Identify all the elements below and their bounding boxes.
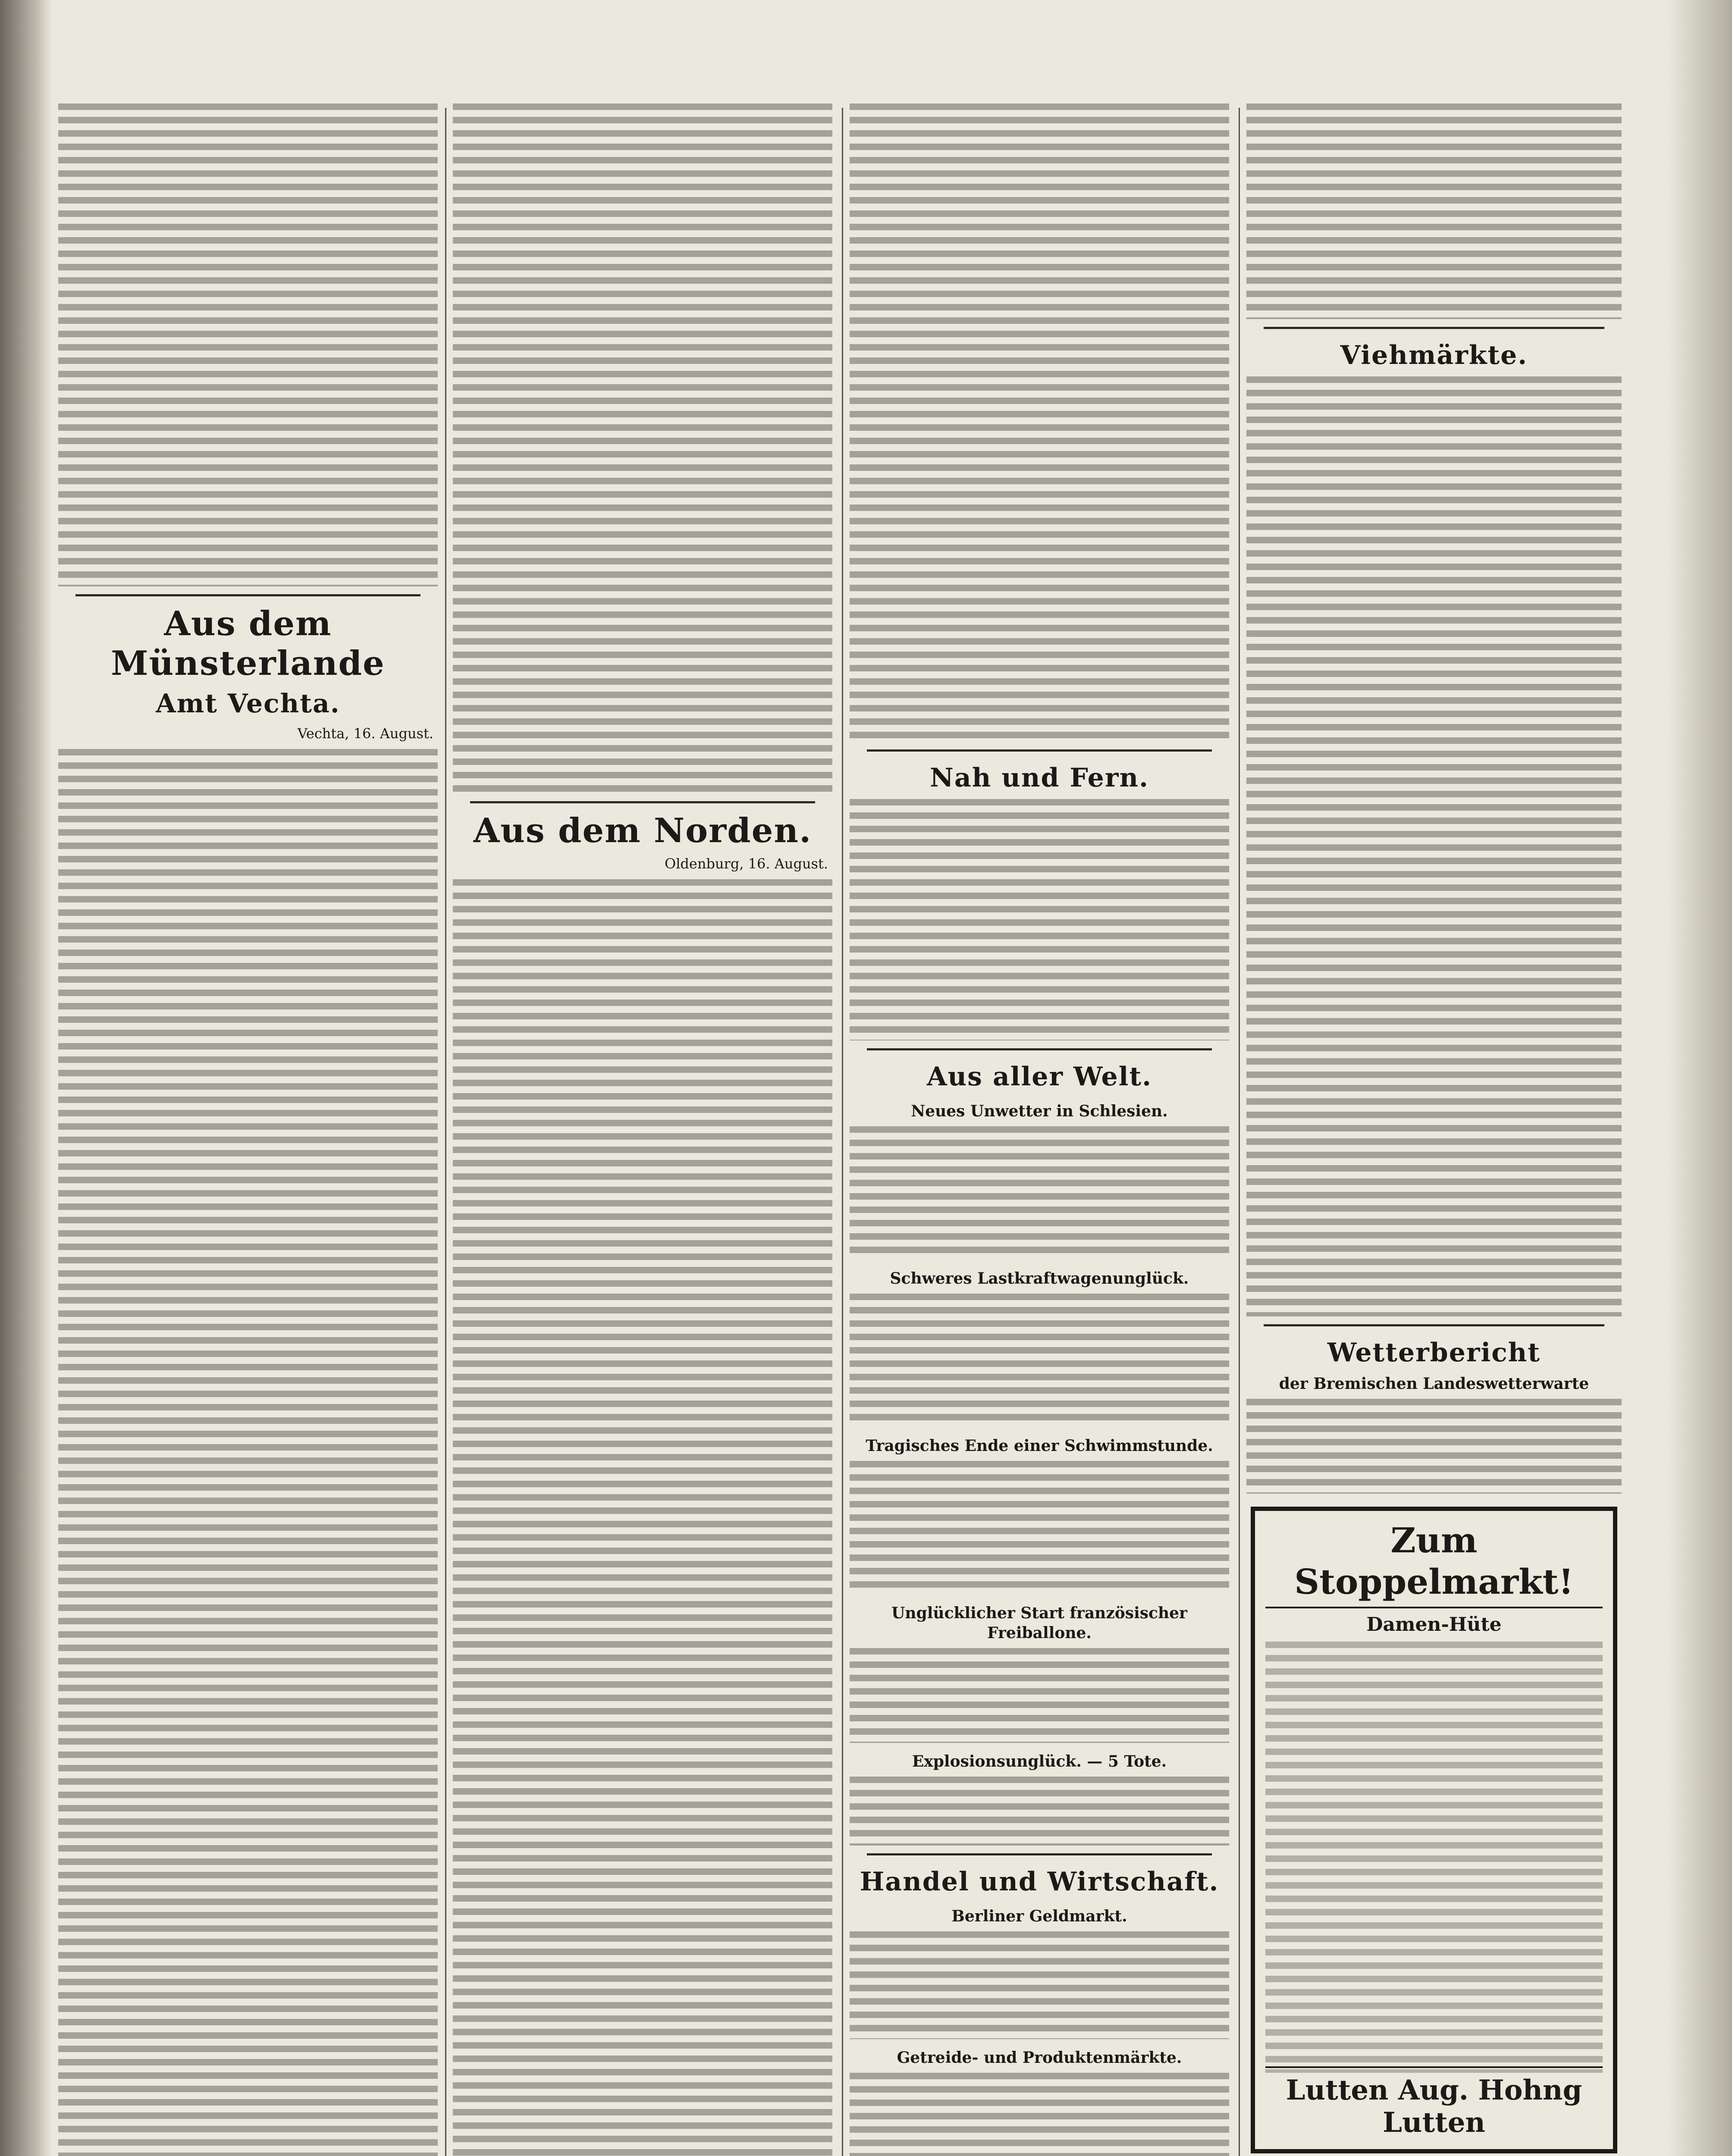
- subhead-lastkraftwagen: Schweres Lastkraftwagenunglück.: [890, 1269, 1189, 1288]
- text-lines: [850, 799, 1229, 1040]
- separator: [867, 1853, 1212, 1855]
- text-lines: [850, 103, 1229, 742]
- section-title-aller-welt: Aus aller Welt.: [926, 1062, 1152, 1092]
- dateline: Vechta, 16. August.: [297, 725, 433, 742]
- text-lines: [850, 2073, 1229, 2156]
- section-title-norden: Aus dem Norden.: [473, 811, 812, 850]
- prize-list: [58, 103, 438, 586]
- column-rule: [842, 108, 843, 2156]
- text-lines: [453, 879, 832, 2156]
- text-lines: [850, 1648, 1229, 1743]
- text-lines: [1246, 376, 1622, 1316]
- text-lines: [850, 1931, 1229, 2039]
- subhead-getreide: Getreide- und Produktenmärkte.: [897, 2049, 1182, 2067]
- column-rule: [1239, 108, 1240, 2156]
- text-lines: [1246, 1399, 1622, 1494]
- dateline: Oldenburg, 16. August.: [664, 856, 828, 872]
- text-lines: [58, 103, 438, 586]
- separator: [75, 594, 420, 596]
- column-3: [850, 103, 1229, 2156]
- text-lines: [850, 1461, 1229, 1595]
- ad-subtitle: Damen-Hüte: [1366, 1614, 1502, 1636]
- market-report: [1246, 376, 1622, 1316]
- text-lines: [850, 1126, 1229, 1260]
- separator: [470, 801, 815, 803]
- article-body: [850, 103, 1229, 742]
- article-body: [453, 879, 832, 2156]
- column-1: [58, 103, 438, 2156]
- text-lines: [1246, 103, 1622, 319]
- section-title-nah-fern: Nah und Fern.: [930, 763, 1149, 793]
- text-lines: [58, 749, 438, 2156]
- text-lines: [453, 103, 832, 793]
- binding-shadow: [0, 0, 52, 2156]
- wetter-subtitle: der Bremischen Landeswetterwarte: [1279, 1375, 1589, 1393]
- separator: [1264, 1324, 1604, 1326]
- subhead-schwimmstunde: Tragisches Ende einer Schwimmstunde.: [866, 1437, 1213, 1455]
- subsection-title-vechta: Amt Vechta.: [156, 689, 340, 719]
- separator: [867, 749, 1212, 752]
- stoppelmarkt-advertisement: [1251, 1507, 1617, 2153]
- subhead-explosion: Explosionsunglück. — 5 Tote.: [912, 1752, 1167, 1771]
- article-body: [58, 749, 438, 2156]
- subhead-unwetter: Neues Unwetter in Schlesien.: [911, 1102, 1168, 1120]
- ad-signature: Lutten Aug. Hohng Lutten: [1265, 2066, 1603, 2139]
- section-title-handel: Handel und Wirtschaft.: [860, 1867, 1219, 1897]
- page-edge: [1667, 0, 1732, 2156]
- text-lines: [850, 1294, 1229, 1427]
- column-rule: [445, 108, 446, 2156]
- market-report: [1246, 103, 1622, 319]
- ad-title: Zum Stoppelmarkt!: [1265, 1520, 1603, 1608]
- section-title-wetterbericht: Wetterbericht: [1327, 1338, 1541, 1368]
- section-title-muensterland: Aus dem Münsterlande: [111, 604, 385, 683]
- subhead-freiballone: Unglücklicher Start französischer Freiballone.: [891, 1604, 1187, 1642]
- subhead-geldmarkt: Berliner Geldmarkt.: [951, 1907, 1127, 1925]
- text-lines: [850, 1777, 1229, 1846]
- ad-text-lines: [1265, 1642, 1603, 2073]
- section-title-viehmaerkte: Viehmärkte.: [1340, 340, 1528, 370]
- column-4: [1246, 103, 1622, 2156]
- separator: [1264, 327, 1604, 329]
- separator: [867, 1048, 1212, 1050]
- column-2: [453, 103, 832, 2156]
- article-body: [453, 103, 832, 793]
- article-body: [850, 799, 1229, 1040]
